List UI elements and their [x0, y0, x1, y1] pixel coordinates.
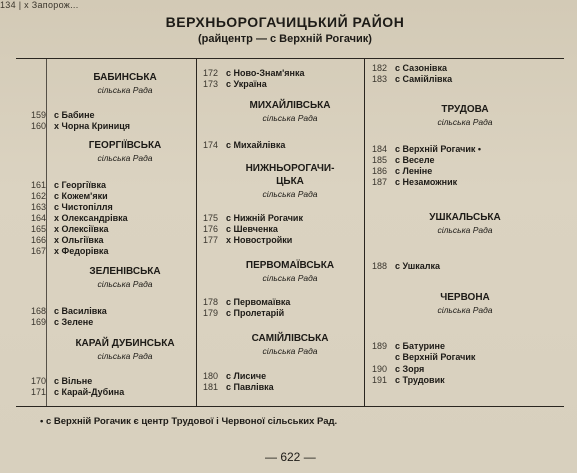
- list-item: 170 с Вільне: [30, 376, 93, 386]
- running-head: 134 | х Запорож...: [0, 0, 79, 10]
- council-header: ЗЕЛЕНІВСЬКА сільська Рада: [89, 266, 161, 289]
- council-header: МИХАЙЛІВСЬКА сільська Рада: [249, 100, 331, 123]
- council-header: БАБИНСЬКА сільська Рада: [93, 72, 157, 95]
- table-top-rule: [16, 58, 564, 59]
- list-item: 168 с Василівка: [30, 306, 107, 316]
- table-bottom-rule: [16, 406, 564, 407]
- column-divider-1: [196, 58, 197, 406]
- council-header: ЦЬКА сільська Рада: [262, 176, 318, 199]
- page-subtitle: (райцентр — с Верхній Рогачик): [198, 33, 372, 45]
- list-item: 180 с Лисиче: [202, 371, 267, 381]
- list-item: 169 с Зелене: [30, 317, 94, 327]
- footnote: • с Верхній Рогачик є центр Трудової і Червоної сільських Рад.: [40, 416, 338, 427]
- list-item: 182 с Сазонівка: [371, 63, 447, 73]
- list-item: 185 с Веселе: [371, 155, 435, 165]
- list-item: 178 с Первомаївка: [202, 297, 291, 307]
- list-item: 188 с Ушкалка: [371, 261, 440, 271]
- page-title: ВЕРХНЬОРОГАЧИЦЬКИЙ РАЙОН: [165, 14, 405, 30]
- list-item: 162 с Кожем'яки: [30, 191, 108, 201]
- column-divider-2: [364, 58, 365, 406]
- list-item: 163 с Чистопілля: [30, 202, 113, 212]
- list-item: 174 с Михайлівка: [202, 140, 286, 150]
- list-item: 164 х Олександрівка: [30, 213, 128, 223]
- list-item: 173 с Україна: [202, 79, 267, 89]
- list-item: 159 с Бабине: [30, 110, 95, 120]
- list-item: с Верхній Рогачик: [395, 352, 476, 362]
- council-header: ТРУДОВА сільська Рада: [437, 104, 493, 127]
- list-item: 167 х Федорівка: [30, 246, 109, 256]
- council-header: САМІЙЛІВСЬКА сільська Рада: [251, 333, 329, 356]
- list-item: 175 с Нижній Рогачик: [202, 213, 303, 223]
- council-header: ЧЕРВОНА сільська Рада: [437, 292, 493, 315]
- list-item: 183 с Самійлівка: [371, 74, 453, 84]
- list-item: 176 с Шевченка: [202, 224, 278, 234]
- council-header: КАРАЙ ДУБИНСЬКА сільська Рада: [75, 338, 175, 361]
- list-item: 186 с Леніне: [371, 166, 433, 176]
- list-item: 179 с Пролетарій: [202, 308, 285, 318]
- council-header: ПЕРВОМАЇВСЬКА сільська Рада: [245, 260, 335, 283]
- list-item: 190 с Зоря: [371, 364, 425, 374]
- list-item: 184 с Верхній Рогачик •: [371, 144, 482, 154]
- list-item: 191 с Трудовик: [371, 375, 445, 385]
- list-item: 171 с Карай-Дубина: [30, 387, 125, 397]
- list-item: 161 с Георгіївка: [30, 180, 106, 190]
- list-item: 165 х Олексіївка: [30, 224, 109, 234]
- list-item: 189 с Батурине: [371, 341, 445, 351]
- council-header: НИЖНЬОРОГАЧИ-: [245, 163, 335, 174]
- list-item: 172 с Ново-Знам'янка: [202, 68, 305, 78]
- list-item: 160 х Чорна Криниця: [30, 121, 131, 131]
- page-number: — 622 —: [265, 450, 316, 464]
- council-header: УШКАЛЬСЬКА сільська Рада: [429, 212, 501, 235]
- list-item: 187 с Незаможник: [371, 177, 458, 187]
- council-header: ГЕОРГІЇВСЬКА сільська Рада: [88, 140, 162, 163]
- list-item: 181 с Павлівка: [202, 382, 274, 392]
- list-item: 177 х Новостройки: [202, 235, 293, 245]
- list-item: 166 х Ольгіївка: [30, 235, 104, 245]
